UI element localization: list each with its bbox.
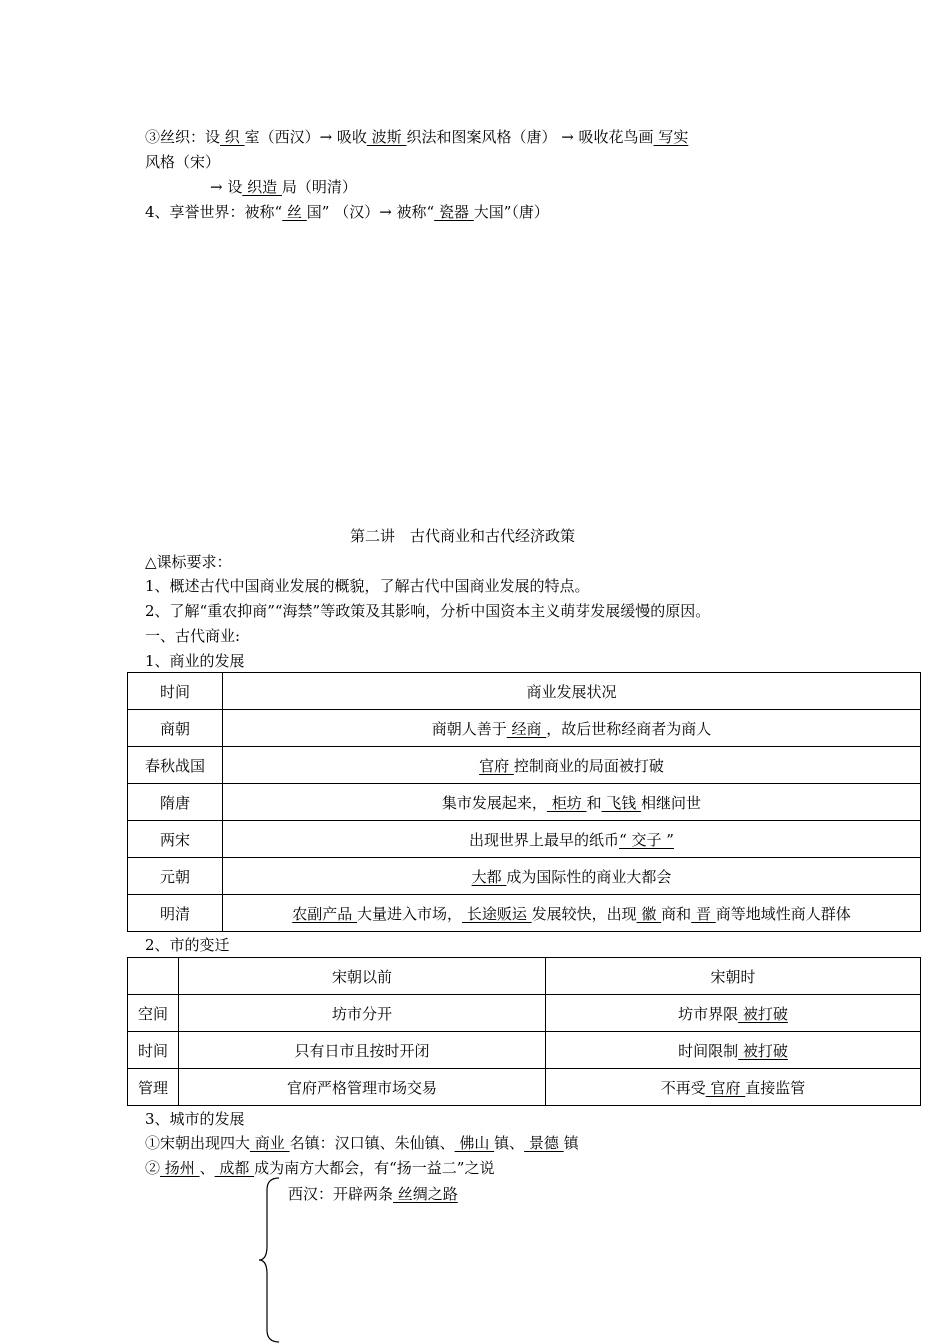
text: 商朝人善于 [431, 719, 507, 738]
blank-answer: 丝绸之路 [393, 1185, 458, 1203]
text: ② [145, 1159, 161, 1177]
lecture-title: 第二讲 古代商业和古代经济政策 [350, 527, 576, 545]
after-cell [546, 1032, 921, 1069]
table-row [128, 821, 921, 858]
cities-line-2 [145, 1158, 494, 1178]
commerce-table [127, 672, 921, 932]
table-row [128, 1032, 921, 1069]
text: 4、享誉世界：被称“ [145, 203, 283, 221]
requirement-1: 1、概述古代中国商业发展的概貌，了解古代中国商业发展的特点。 [145, 577, 590, 595]
text: 和 [586, 793, 602, 812]
text: 局（明清） [281, 178, 357, 196]
table-row [128, 995, 921, 1032]
text: 大量进入市场， [357, 904, 463, 923]
header-cell: 时间 [128, 673, 223, 710]
period-cell: 隋唐 [128, 784, 223, 821]
after-cell [546, 1069, 921, 1106]
text: 大国”（唐） [473, 203, 549, 221]
blank-answer: 农副产品 [292, 904, 358, 923]
header-cell: 商业发展状况 [223, 673, 921, 710]
blank-answer: 写实 [653, 128, 689, 146]
status-cell [223, 858, 921, 895]
table-row [128, 747, 921, 784]
cities-line-1 [145, 1133, 579, 1153]
table-row [128, 710, 921, 747]
text: 控制商业的局面被打破 [513, 756, 664, 775]
text: ①宋朝出现四大 [145, 1134, 251, 1152]
status-cell [223, 821, 921, 858]
section-heading: 一、古代商业: [145, 627, 241, 645]
text: 室（西汉）→ 吸收 [244, 128, 367, 146]
text: 坊市界限 [678, 1004, 739, 1023]
blank-answer: 波斯 [366, 128, 407, 146]
blank-answer: 织 [220, 128, 245, 146]
blank-answer: 扬州 [160, 1159, 200, 1177]
period-cell: 两宋 [128, 821, 223, 858]
text: 西汉：开辟两条 [288, 1185, 394, 1203]
table-header-row [128, 958, 921, 995]
period-cell: 春秋战国 [128, 747, 223, 784]
table-row [128, 784, 921, 821]
header-cell: 宋朝以前 [179, 958, 546, 995]
period-cell: 商朝 [128, 710, 223, 747]
before-cell: 坊市分开 [179, 995, 546, 1032]
blank-answer: 景德 [524, 1134, 564, 1152]
text: → 设 [210, 178, 243, 196]
text: ③丝织：设 [145, 128, 221, 146]
blank-answer: 经商 [506, 719, 547, 738]
status-cell [223, 895, 921, 932]
text: 、 [199, 1159, 215, 1177]
status-cell [223, 747, 921, 784]
text: 直接监管 [745, 1078, 806, 1097]
blank-answer: 飞钱 [601, 793, 642, 812]
text: 集市发展起来， [441, 793, 547, 812]
table-row [128, 1069, 921, 1106]
status-cell [223, 784, 921, 821]
blank-answer: 佛山 [454, 1134, 495, 1152]
text: 出现世界上最早的纸币 [469, 830, 620, 849]
table-row [128, 895, 921, 932]
text: 不再受 [660, 1078, 706, 1097]
text: 名镇：汉口镇、朱仙镇、 [289, 1134, 455, 1152]
subsection-heading: 1、商业的发展 [145, 652, 245, 670]
blank-answer: 被打破 [738, 1004, 788, 1023]
text: 国” （汉）→ 被称“ [306, 203, 435, 221]
header-cell [128, 958, 179, 995]
blank-answer: 大都 [471, 867, 507, 886]
blank-answer: 丝 [282, 203, 307, 221]
blank-answer: 徽 [636, 904, 662, 923]
text: 织法和图案风格（唐） → 吸收花鸟画 [406, 128, 654, 146]
subsection-heading: 2、市的变迁 [145, 936, 230, 954]
blank-answer: 织造 [242, 178, 282, 196]
text: 发展较快，出现 [531, 904, 637, 923]
table-header-row [128, 673, 921, 710]
xihan-line [288, 1184, 458, 1204]
text: 时间限制 [678, 1041, 739, 1060]
blank-answer: 商业 [250, 1134, 290, 1152]
blank-answer: 晋 [691, 904, 716, 923]
requirement-2: 2、了解“重农抑商”“海禁”等政策及其影响，分析中国资本主义萌芽发展缓慢的原因。 [145, 602, 711, 620]
row-label: 空间 [128, 995, 179, 1032]
blank-answer: 被打破 [738, 1041, 788, 1060]
silk-line-ming [210, 177, 357, 197]
text: 商和 [661, 904, 692, 923]
blank-answer: 瓷器 [434, 203, 474, 221]
table-row [128, 858, 921, 895]
silk-line-cont: 风格（宋） [145, 153, 221, 171]
blank-answer: 成都 [214, 1159, 255, 1177]
blank-answer: “ 交子 ” [619, 830, 674, 849]
before-cell: 官府严格管理市场交易 [179, 1069, 546, 1106]
text: 成为南方大都会，有“扬一益二”之说 [254, 1159, 495, 1177]
text: 成为国际性的商业大都会 [506, 867, 672, 886]
requirements-heading: △课标要求： [145, 553, 232, 571]
after-cell [546, 995, 921, 1032]
blank-answer: 长途贩运 [462, 904, 532, 923]
blank-answer: 官府 [479, 756, 514, 775]
text: ，故后世称经商者为商人 [546, 719, 712, 738]
period-cell: 元朝 [128, 858, 223, 895]
silk-line [145, 127, 688, 147]
row-label: 管理 [128, 1069, 179, 1106]
reputation-line [145, 202, 549, 222]
text: 镇、 [494, 1134, 525, 1152]
before-cell: 只有日市且按时开闭 [179, 1032, 546, 1069]
status-cell [223, 710, 921, 747]
left-brace-icon [255, 1176, 285, 1344]
text: 相继问世 [641, 793, 702, 812]
text: 商等地域性商人群体 [715, 904, 851, 923]
header-cell: 宋朝时 [546, 958, 921, 995]
period-cell: 明清 [128, 895, 223, 932]
text: 镇 [563, 1134, 579, 1152]
row-label: 时间 [128, 1032, 179, 1069]
blank-answer: 柜坊 [546, 793, 587, 812]
market-table [127, 957, 921, 1106]
subsection-heading: 3、城市的发展 [145, 1110, 245, 1128]
blank-answer: 官府 [705, 1078, 746, 1097]
